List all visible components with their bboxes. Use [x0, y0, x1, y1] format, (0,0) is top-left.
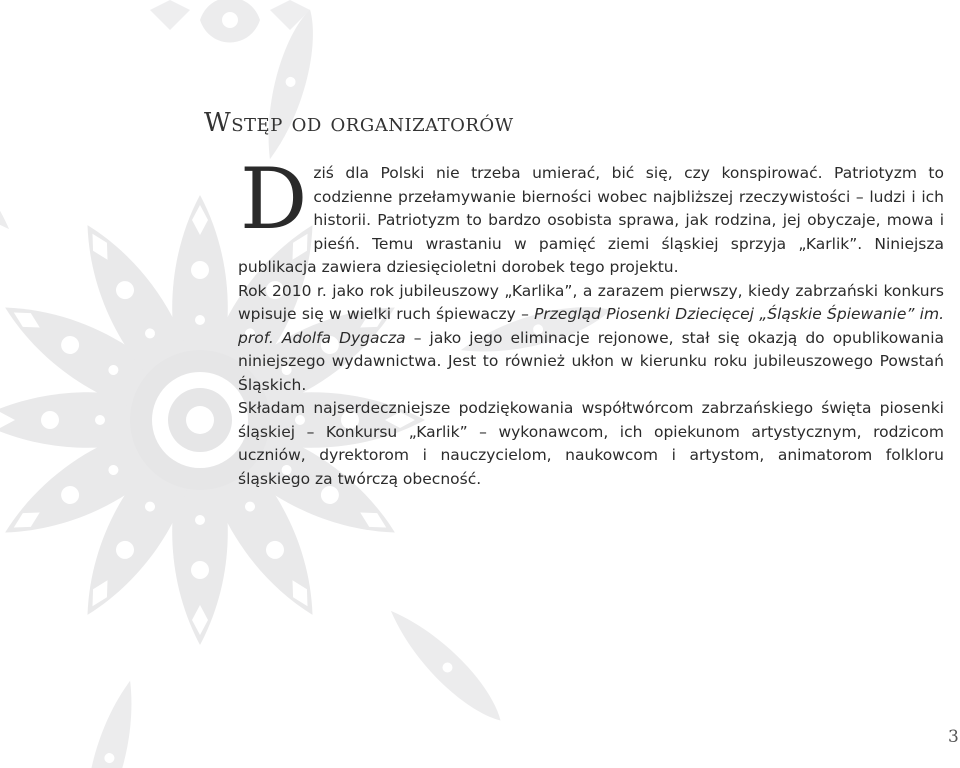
paragraph-2-italic: Przegląd Piosenki Dziecięcej „Śląskie Śpiewanie” im. prof. Adolfa Dygacza — [238, 305, 944, 347]
introduction-text — [238, 150, 945, 491]
paragraph-3 — [238, 397, 944, 491]
paragraph-1 — [238, 150, 944, 280]
drop-cap: D — [240, 150, 308, 248]
page-number: 3 — [948, 727, 959, 747]
paragraph-2 — [238, 280, 944, 398]
top-ornament — [150, 0, 310, 43]
paragraph-1-text: ziś dla Polski nie trzeba umierać, bić się, czy konspirować. Patriotyzm to codzienne przełamywanie bierności wobec najbliższej rzeczywistości – ludzi i ich historii. Patriotyzm to bardzo osobista sprawa, jak rodzina, jej obyczaje, mowa i pieśń. Temu wrastaniu w pamięć ziemi śląskiej sprzyja „Karlik”. Niniejsza publikacja zawiera dziesięcioletni dorobek tego projektu. — [238, 164, 944, 276]
paragraph-3-text: Składam najserdeczniejsze podziękowania współtwórcom zabrzańskiego święta piosenki śląskiej – Konkursu „Karlik” – wykonawcom, ich opiekunom artystycznym, rodzicom uczniów, dyrektorom i nauczycielom, naukowcom i artystom, animatorom folkloru śląskiego za twórczą obecność. — [238, 399, 944, 488]
paragraph-2-text-b: – jako jego eliminacje rejonowe, stał się okazją do opublikowania niniejszego wydawnictwa. Jest to również ukłon w kierunku roku jubileuszowego Powstań Śląskich. — [238, 328, 945, 394]
paragraph-2-text-a: Rok 2010 r. jako rok jubileuszowy „Karlika”, a zarazem pierwszy, kiedy zabrzański konkurs wpisuje się w wielki ruch śpiewaczy – — [238, 281, 944, 323]
page-heading: Wstęp od organizatorów — [204, 108, 514, 138]
